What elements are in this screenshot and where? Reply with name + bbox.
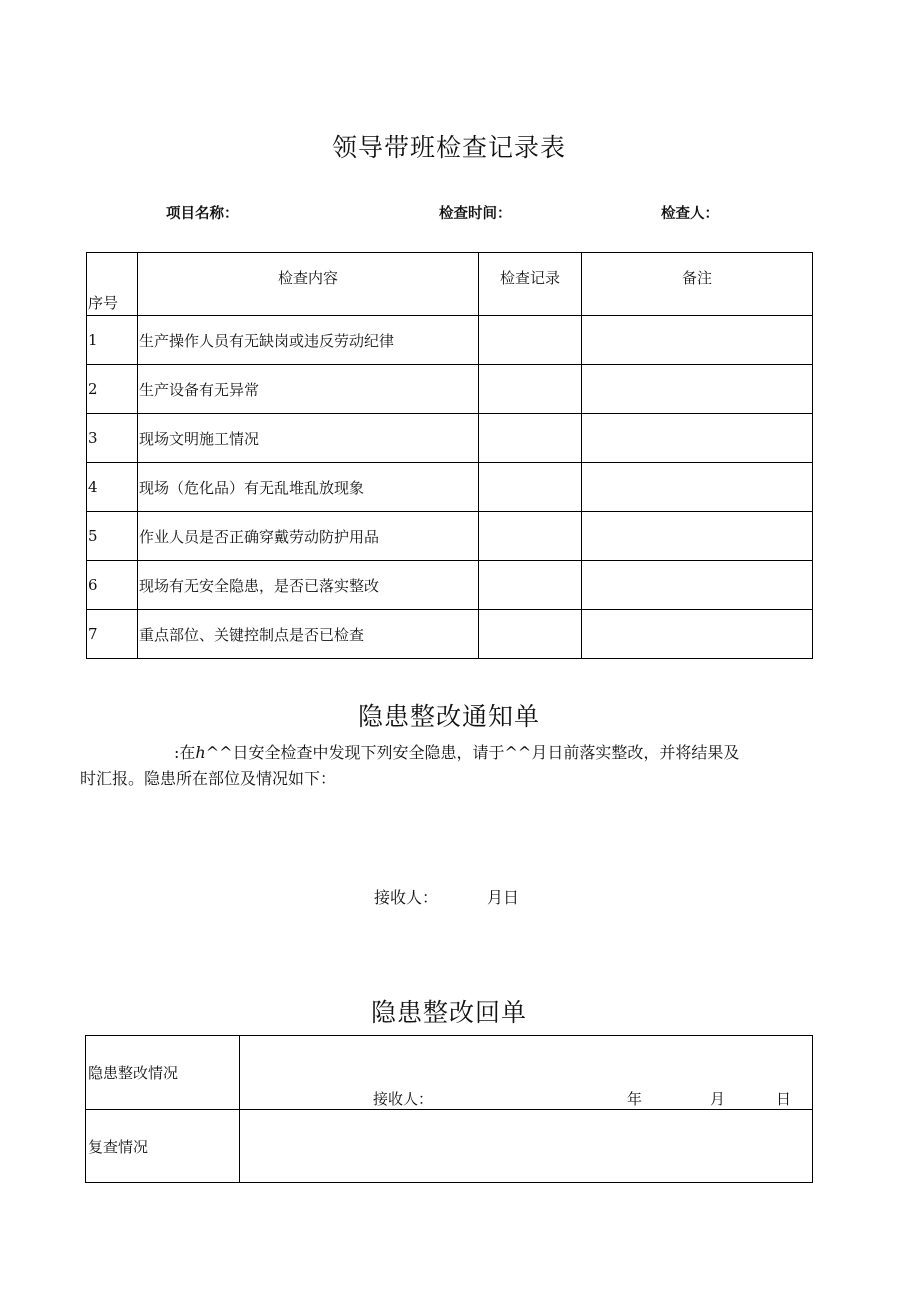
row-no: 2 [87, 365, 138, 414]
reply-day-label: 日 [776, 1090, 792, 1108]
column-header-record: 检查记录 [479, 253, 582, 316]
row-note-cell[interactable] [582, 610, 813, 659]
row-note-cell[interactable] [582, 463, 813, 512]
row-item: 重点部位、关键控制点是否已检查 [138, 610, 479, 659]
row-no: 1 [87, 316, 138, 365]
check-time-label: 检查时间： [439, 206, 512, 222]
row-no: 7 [87, 610, 138, 659]
project-name-label: 项目名称： [166, 206, 239, 222]
column-header-note: 备注 [582, 253, 813, 316]
table-header-row [87, 253, 813, 316]
row-record-cell[interactable] [479, 561, 582, 610]
row-item: 生产操作人员有无缺岗或违反劳动纪律 [138, 316, 479, 365]
row-record-cell[interactable] [479, 512, 582, 561]
row-note-cell[interactable] [582, 561, 813, 610]
row-note-cell[interactable] [582, 316, 813, 365]
reply-year-label: 年 [627, 1090, 643, 1108]
recheck-status-label: 复查情况 [86, 1110, 240, 1183]
row-record-cell[interactable] [479, 414, 582, 463]
row-no: 4 [87, 463, 138, 512]
row-no: 5 [87, 512, 138, 561]
row-item: 作业人员是否正确穿戴劳动防护用品 [138, 512, 479, 561]
row-record-cell[interactable] [479, 316, 582, 365]
table-row [87, 463, 813, 512]
notice-receiver-label: 接收人： [374, 888, 439, 907]
row-record-cell[interactable] [479, 463, 582, 512]
notice-body-line1: :在ℎ^^日安全检查中发现下列安全隐患，请于^^月日前落实整改，并将结果及 [174, 743, 740, 762]
row-no: 6 [87, 561, 138, 610]
reply-title: 隐患整改回单 [370, 998, 527, 1027]
check-form-title: 领导带班检查记录表 [331, 133, 566, 162]
row-note-cell[interactable] [582, 414, 813, 463]
check-record-table [86, 252, 813, 659]
table-row [87, 365, 813, 414]
recheck-status-cell[interactable] [240, 1110, 813, 1183]
table-row [87, 512, 813, 561]
inspector-label: 检查人： [661, 206, 719, 222]
reply-table [85, 1035, 813, 1183]
table-row [87, 561, 813, 610]
row-no: 3 [87, 414, 138, 463]
row-record-cell[interactable] [479, 610, 582, 659]
notice-title: 隐患整改通知单 [357, 702, 540, 731]
column-header-no: 序号 [87, 253, 138, 316]
table-row [87, 316, 813, 365]
row-item: 现场有无安全隐患，是否已落实整改 [138, 561, 479, 610]
table-row [86, 1036, 813, 1110]
table-row [87, 610, 813, 659]
notice-body-line2: 时汇报。隐患所在部位及情况如下： [80, 769, 337, 788]
row-item: 现场（危化品）有无乱堆乱放现象 [138, 463, 479, 512]
notice-date-label: 月日 [487, 888, 520, 907]
rectification-status-cell[interactable] [240, 1036, 813, 1110]
table-row [87, 414, 813, 463]
row-item: 生产设备有无异常 [138, 365, 479, 414]
table-row [86, 1110, 813, 1183]
reply-month-label: 月 [710, 1090, 726, 1108]
row-record-cell[interactable] [479, 365, 582, 414]
rectification-status-label: 隐患整改情况 [86, 1036, 240, 1110]
reply-receiver-label: 接收人： [373, 1090, 434, 1108]
row-item: 现场文明施工情况 [138, 414, 479, 463]
row-note-cell[interactable] [582, 512, 813, 561]
row-note-cell[interactable] [582, 365, 813, 414]
column-header-item: 检查内容 [138, 253, 479, 316]
